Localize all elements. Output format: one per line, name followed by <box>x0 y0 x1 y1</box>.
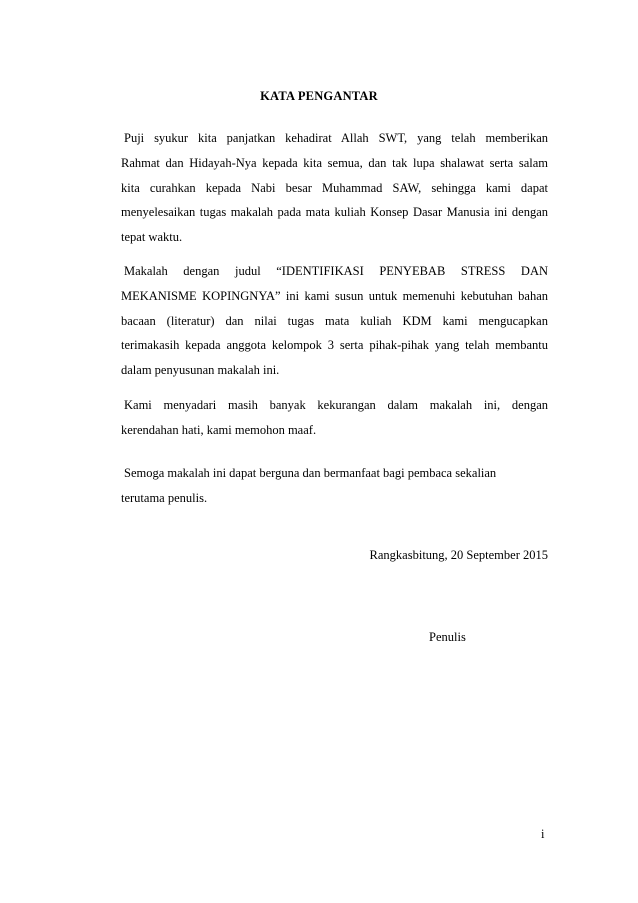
signer-name: Penulis <box>429 630 466 644</box>
page-number: i <box>541 827 545 841</box>
page-title: KATA PENGANTAR <box>260 89 378 103</box>
paragraph-line: terimakasih kepada anggota kelompok 3 serta pihak-pihak yang telah membantu <box>121 338 548 353</box>
paragraph-line: tepat waktu. <box>121 230 183 245</box>
paragraph-1 <box>121 126 548 250</box>
place-date: Rangkasbitung, 20 September 2015 <box>369 548 548 562</box>
paragraph-line: Makalah dengan judul “IDENTIFIKASI PENYEBAB STRESS DAN <box>124 264 548 278</box>
paragraph-line: Kami menyadari masih banyak kekurangan dalam makalah ini, dengan <box>124 398 548 412</box>
paragraph-2 <box>121 259 548 383</box>
paragraph-line: dalam penyusunan makalah ini. <box>121 363 280 378</box>
paragraph-line: menyelesaikan tugas makalah pada mata kuliah Konsep Dasar Manusia ini dengan <box>121 205 548 220</box>
paragraph-line: bacaan (literatur) dan nilai tugas mata kuliah KDM kami mengucapkan <box>121 313 548 328</box>
paragraph-line: Puji syukur kita panjatkan kehadirat Allah SWT, yang telah memberikan <box>124 131 548 145</box>
paragraph-line: Semoga makalah ini dapat berguna dan bermanfaat bagi pembaca sekalian <box>124 466 497 480</box>
paragraph-4 <box>121 461 548 511</box>
paragraph-line: kerendahan hati, kami memohon maaf. <box>121 422 317 437</box>
paragraph-line: kita curahkan kepada Nabi besar Muhammad SAW, sehingga kami dapat <box>121 180 548 195</box>
paragraph-3 <box>121 393 548 443</box>
paragraph-line: terutama penulis. <box>121 490 208 505</box>
paragraph-line: MEKANISME KOPINGNYA” ini kami susun untuk memenuhi kebutuhan bahan <box>121 288 548 303</box>
paragraph-line: Rahmat dan Hidayah-Nya kepada kita semua, dan tak lupa shalawat serta salam <box>121 155 548 170</box>
